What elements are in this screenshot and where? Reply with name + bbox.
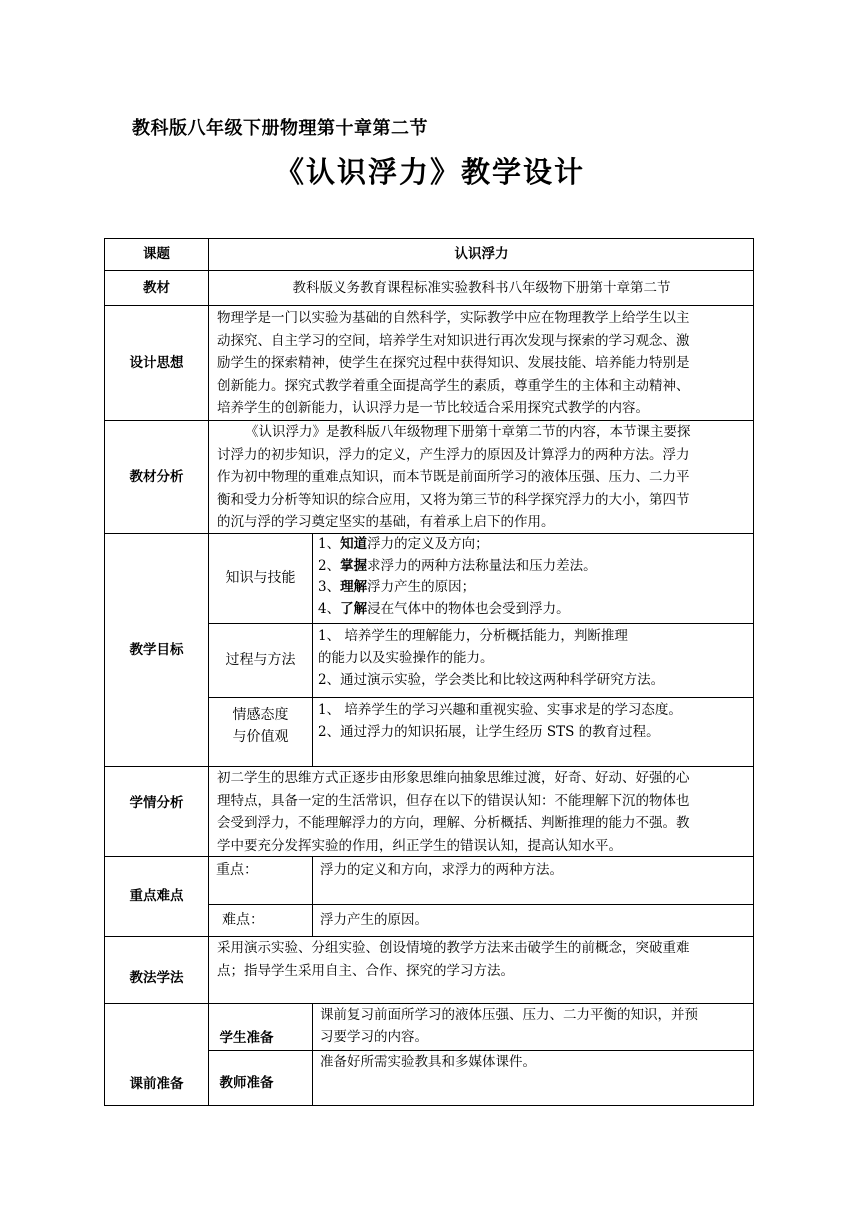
attitude-label-line: 与价值观: [232, 729, 289, 745]
student-analysis-text: [209, 767, 754, 857]
methods-text: [209, 937, 754, 982]
teacher-prep-text: 准备好所需实验教具和多媒体课件。: [320, 1054, 536, 1070]
knowledge-skills-label: 知识与技能: [225, 570, 296, 587]
topic-value: 认识浮力: [454, 246, 509, 263]
teacher-prep-label: 教师准备: [219, 1074, 274, 1091]
document-subtitle: 教科版八年级下册物理第十章第二节: [132, 118, 428, 139]
text-line: 课前复习前面所学习的液体压强、压力、二力平衡的知识，并预: [320, 1007, 698, 1023]
text-line: 学中要充分发挥实验的作用，纠正学生的错误认知，提高认知水平。: [217, 837, 622, 854]
process-methods-label: 过程与方法: [225, 652, 296, 669]
text-line: 《认识浮力》是教科版八年级物理下册第十章第二节的内容，本节课主要探: [245, 424, 691, 440]
student-prep-label: 学生准备: [219, 1029, 274, 1046]
list-item: 2、通过浮力的知识拓展，让学生经历 STS 的教育过程。: [318, 724, 660, 740]
topic-label: 课题: [143, 246, 170, 263]
text-line: 采用演示实验、分组实验、创设情境的教学方法来击破学生的前概念，突破重难: [217, 940, 690, 956]
design-idea-label: 设计思想: [129, 354, 184, 371]
column-divider: [312, 856, 313, 936]
text-line: 物理学是一门以实验为基础的自然科学，实际教学中应在物理教学上给学生以主: [217, 310, 690, 326]
difficulty-value: 浮力产生的原因。: [320, 912, 428, 929]
textbook-value: 教科版义务教育课程标准实验教科书八年级物下册第十章第二节: [292, 279, 671, 296]
list-item: 1、知道浮力的定义及方向；: [318, 536, 489, 552]
text-line: 初二学生的思维方式正逐步由形象思维向抽象思维过渡，好奇、好动、好强的心: [217, 770, 690, 786]
text-line: 的沉与浮的学习奠定坚实的基础，有着承上启下的作用。: [217, 514, 555, 530]
attitude-values-label: [209, 698, 312, 754]
text-line: 培养学生的创新能力，认识浮力是一节比较适合采用探究式教学的内容。: [217, 400, 649, 416]
attitude-values-list: [318, 699, 752, 743]
text-line: 讨浮力的初步知识，浮力的定义，产生浮力的原因及计算浮力的两种方法。浮力: [217, 446, 690, 463]
process-methods-list: [318, 625, 752, 691]
material-analysis-label: 教材分析: [129, 468, 184, 485]
text-line: 点；指导学生采用自主、合作、探究的学习方法。: [217, 962, 514, 979]
list-item: 的能力以及实验操作的能力。: [318, 650, 494, 666]
textbook-label: 教材: [143, 279, 170, 296]
student-analysis-label: 学情分析: [129, 794, 184, 811]
focus-label: 重点：: [216, 862, 258, 878]
text-line: 理特点，具备一定的生活常识，但存在以下的错误认知：不能理解下沉的物体也: [217, 792, 690, 809]
design-idea-text: [209, 307, 754, 420]
column-divider: [312, 533, 313, 766]
methods-label: 教法学法: [129, 969, 184, 986]
text-line: 创新能力。探究式教学着重全面提高学生的素质，尊重学生的主体和主动精神、: [217, 377, 690, 394]
objectives-label: 教学目标: [129, 641, 184, 658]
text-line: 习要学习的内容。: [320, 1029, 428, 1045]
document-title: 《认识浮力》教学设计: [274, 155, 585, 189]
list-item: 2、掌握求浮力的两种方法称量法和压力差法。: [318, 557, 597, 574]
material-analysis-text: [209, 421, 754, 534]
list-item: 1、 培养学生的学习兴趣和重视实验、实事求是的学习态度。: [318, 702, 682, 718]
attitude-label-line: 情感态度: [232, 707, 289, 723]
list-item: 3、理解浮力产生的原因；: [318, 579, 476, 595]
text-line: 作为初中物理的重难点知识，而本节既是前面所学习的液体压强、压力、二力平: [217, 469, 690, 485]
text-line: 动探究、自主学习的空间，培养学生对知识进行再次发现与探索的学习观念、激: [217, 332, 690, 349]
student-prep-text: [320, 1004, 752, 1048]
text-line: 励学生的探索精神，使学生在探究过程中获得知识、发展技能、培养能力特别是: [217, 355, 690, 371]
focus-value: 浮力的定义和方向，求浮力的两种方法。: [320, 862, 563, 878]
difficulty-label: 难点：: [222, 912, 264, 929]
text-line: 会受到浮力，不能理解浮力的方向，理解、分析概括、判断推理的能力不强。教: [217, 815, 690, 831]
knowledge-skills-list: [318, 534, 752, 620]
list-item: 2、通过演示实验，学会类比和比较这两种科学研究方法。: [318, 672, 665, 688]
key-points-label: 重点难点: [129, 888, 184, 905]
list-item: 4、了解浸在气体中的物体也会受到浮力。: [318, 600, 570, 617]
column-divider: [312, 1003, 313, 1106]
list-item: 1、 培养学生的理解能力，分析概括能力，判断推理: [318, 628, 628, 644]
preparation-label: 课前准备: [129, 1075, 184, 1092]
text-line: 衡和受力分析等知识的综合应用，又将为第三节的科学探究浮力的大小，第四节: [217, 491, 690, 508]
